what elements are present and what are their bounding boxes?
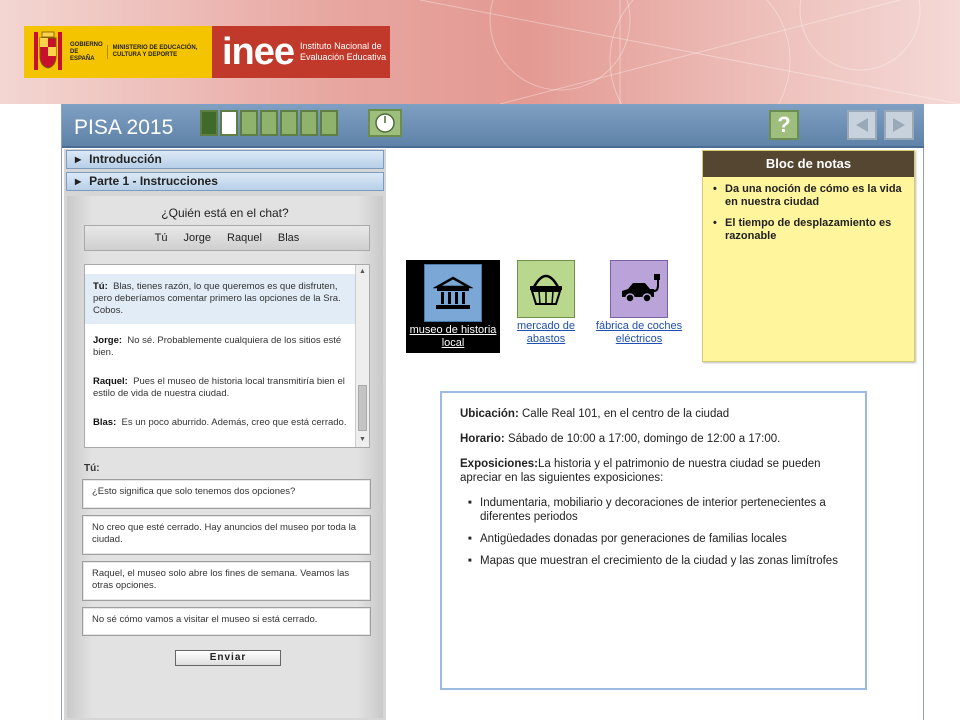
message-text: Es un poco aburrido. Además, creo que está cerrado.: [121, 417, 347, 428]
you-label: Tú:: [84, 463, 100, 474]
progress-bar: [200, 110, 338, 136]
previous-button[interactable]: [847, 110, 877, 140]
accordion-introduccion[interactable]: [66, 150, 384, 169]
place-market[interactable]: [499, 260, 593, 346]
chat-scrollbar[interactable]: [355, 265, 369, 447]
exhibit-item: ■ Indumentaria, mobiliario y decoraciones de interior pertenecientes a diferentes periodos: [468, 496, 847, 524]
exhibits-row: [460, 457, 847, 485]
scroll-up-icon[interactable]: ▲: [359, 268, 366, 275]
progress-cell: [240, 110, 258, 136]
message-speaker: Tú:: [93, 281, 108, 292]
inee-logo: [212, 26, 390, 78]
electric-car-icon: [610, 260, 668, 318]
note-item: • El tiempo de desplazamiento es razonable: [711, 217, 906, 243]
location-value: Calle Real 101, en el centro de la ciudad: [522, 408, 730, 420]
accordion-label: Introducción: [89, 152, 162, 166]
logos: [24, 26, 390, 78]
toolbar: [62, 104, 924, 148]
scroll-down-icon[interactable]: ▼: [359, 436, 366, 443]
scroll-thumb[interactable]: [358, 385, 367, 431]
help-button[interactable]: ?: [769, 110, 799, 140]
header-banner: [0, 0, 960, 104]
participant: Blas: [277, 232, 300, 244]
response-option[interactable]: No sé cómo vamos a visitar el museo si está cerrado.: [82, 607, 371, 636]
chat-title: ¿Quién está en el chat?: [161, 206, 289, 220]
participant: Jorge: [183, 232, 212, 244]
message-speaker: Jorge:: [93, 335, 123, 346]
chat-message: [85, 335, 355, 359]
accordion-label: Parte 1 - Instrucciones: [89, 174, 218, 188]
timer-button[interactable]: [368, 109, 402, 137]
next-button[interactable]: [884, 110, 914, 140]
museum-icon: [424, 264, 482, 322]
place-car-factory[interactable]: [592, 260, 686, 346]
message-text: Pues el museo de historia local transmitiría bien el estilo de vida de nuestra ciudad.: [93, 376, 345, 399]
left-panel: [64, 149, 386, 720]
hours-label: Horario:: [460, 433, 505, 445]
hours-value: Sábado de 10:00 a 17:00, domingo de 12:00 a 17:00.: [507, 433, 781, 445]
progress-cell: [320, 110, 338, 136]
progress-cell: [200, 110, 218, 136]
pisa-app-window: [61, 104, 924, 720]
message-text: Blas, tienes razón, lo que queremos es que disfruten, pero deberíamos comentar primero las opciones de la Sra. Cobos.: [93, 281, 341, 316]
hours-row: [460, 432, 847, 446]
progress-cell: [280, 110, 298, 136]
coat-of-arms-icon: [30, 30, 66, 74]
location-row: [460, 407, 847, 421]
response-option[interactable]: ¿Esto significa que solo tenemos dos opciones?: [82, 479, 371, 509]
place-label[interactable]: fábrica de coches eléctricos: [595, 320, 683, 345]
place-info-panel: [440, 391, 867, 690]
note-item: • Da una noción de cómo es la vida en nuestra ciudad: [711, 183, 906, 209]
exhibits-list: [460, 496, 847, 568]
chat-log[interactable]: [84, 264, 370, 448]
chat-message: [85, 274, 355, 324]
send-button[interactable]: Enviar: [175, 650, 281, 666]
arrow-right-icon: [890, 116, 908, 134]
message-speaker: Raquel:: [93, 376, 128, 387]
place-label[interactable]: museo de historia local: [409, 324, 497, 349]
chat-area: [67, 196, 383, 718]
app-title: PISA 2015: [74, 116, 174, 139]
location-label: Ubicación:: [460, 408, 519, 420]
message-speaker: Blas:: [93, 417, 117, 428]
exhibits-intro: La historia y el patrimonio de nuestra ciudad se pueden apreciar en las siguientes exposiciones:: [460, 458, 821, 484]
government-text: GOBIERNO DE ESPAÑA: [70, 41, 103, 62]
participants-list: [84, 225, 370, 251]
progress-cell: [220, 110, 238, 136]
accordion-parte-1[interactable]: [66, 172, 384, 191]
arrow-left-icon: [853, 116, 871, 134]
ministry-text: MINISTERIO DE EDUCACIÓN, CULTURA Y DEPORTE: [107, 45, 212, 59]
triangle-right-icon: ▶: [75, 155, 82, 164]
response-option[interactable]: No creo que esté cerrado. Hay anuncios del museo por toda la ciudad.: [82, 515, 371, 555]
exhibits-label: Exposiciones:: [460, 458, 538, 470]
message-text: No sé. Probablemente cualquiera de los sitios esté bien.: [93, 335, 342, 358]
progress-cell: [260, 110, 278, 136]
notepad-list: [703, 177, 914, 243]
place-label[interactable]: mercado de abastos: [516, 320, 576, 345]
exhibit-item: ■ Mapas que muestran el crecimiento de la ciudad y las zonas limítrofes: [468, 554, 847, 568]
place-museum[interactable]: [406, 260, 500, 353]
chat-message: [85, 376, 355, 400]
progress-cell: [300, 110, 318, 136]
participant: Raquel: [227, 232, 262, 244]
notepad: [702, 150, 915, 362]
basket-icon: [517, 260, 575, 318]
inee-wordmark: inee: [222, 31, 295, 73]
government-logo: [24, 26, 212, 78]
response-option[interactable]: Raquel, el museo solo abre los fines de semana. Veamos las otras opciones.: [82, 561, 371, 601]
participant: Tú: [154, 232, 168, 244]
exhibit-item: ■ Antigüedades donadas por generaciones de familias locales: [468, 532, 847, 546]
inee-subtitle: Instituto Nacional de Evaluación Educativa: [300, 41, 387, 62]
notepad-title: Bloc de notas: [703, 151, 914, 177]
triangle-right-icon: ▶: [75, 177, 82, 186]
chat-message: [85, 417, 355, 429]
clock-icon: [374, 112, 396, 134]
